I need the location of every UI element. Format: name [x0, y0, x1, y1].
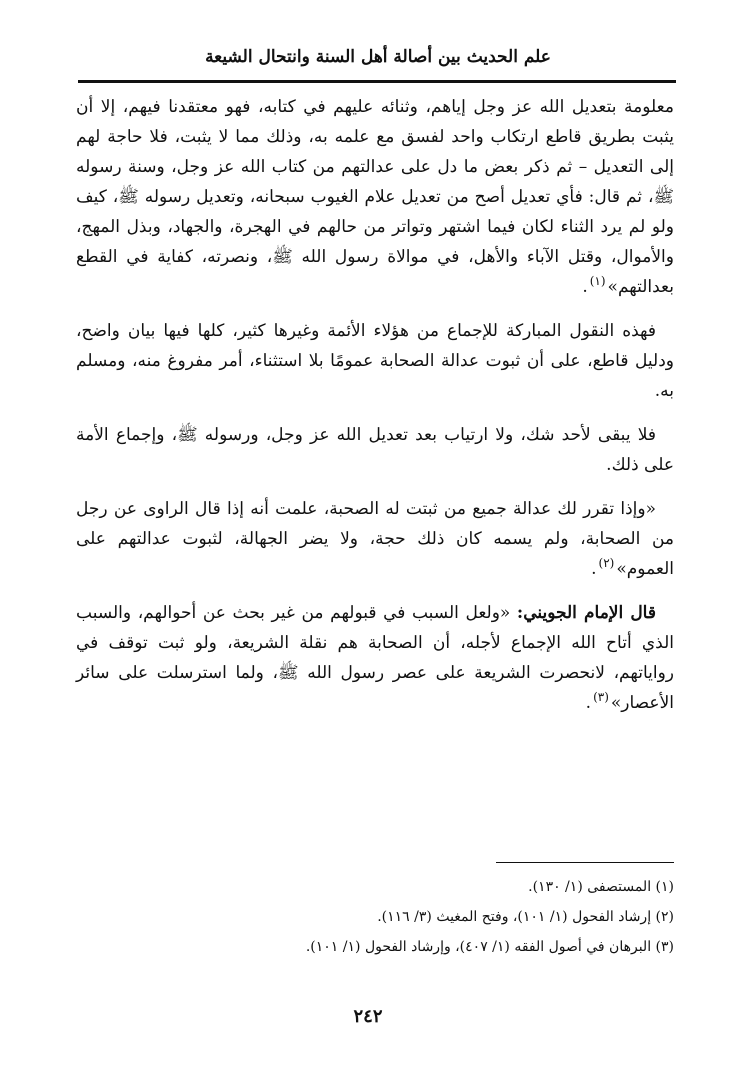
paragraph-4 — [76, 494, 674, 584]
body-text — [76, 92, 674, 732]
footnote-2: (٢) إرشاد الفحول (١/ ١٠١)، وفتح المغيث (٣/ ١١٦). — [377, 909, 674, 925]
paragraph-1-end: . — [582, 277, 588, 297]
paragraph-4-text: «وإذا تقرر لك عدالة جميع من ثبتت له الصحبة، علمت أنه إذا قال الراوى عن رجل من الصحابة، ولم يسمه كان ذلك حجة، ولا يضر الجهالة، لثبوت عدالتهم على العموم» — [76, 499, 674, 579]
running-header: علم الحديث بين أصالة أهل السنة وانتحال الشيعة — [205, 47, 551, 67]
footnote-3: (٣) البرهان في أصول الفقه (١/ ٤٠٧)، وإرشاد الفحول (١/ ١٠١). — [305, 939, 674, 955]
footnote-ref-1: (١) — [589, 274, 606, 289]
paragraph-4-end: . — [591, 559, 597, 579]
paragraph-5 — [76, 598, 674, 718]
footnotes — [76, 872, 674, 962]
paragraph-5-end: . — [585, 693, 592, 713]
footnote-1: (١) المستصفى (١/ ١٣٠). — [528, 879, 674, 895]
header-rule — [78, 80, 676, 83]
paragraph-5-text: «ولعل السبب في قبولهم من غير بحث عن أحوالهم، والسبب الذي أتاح الله الإجماع لأجله، أن الصحابة هم نقلة الشريعة، ولو ثبت توقف في رواياتهم، لانحصرت الشريعة على عصر رسول الله ﷺ، ولما استرسلت على سائر الأعصار» — [76, 603, 674, 713]
footnote-ref-3: (٣) — [593, 690, 609, 705]
speaker-name: قال الإمام الجويني: — [516, 603, 656, 623]
footnote-separator — [496, 862, 674, 863]
paragraph-2 — [76, 316, 674, 406]
paragraph-3 — [76, 420, 674, 480]
paragraph-1 — [76, 92, 674, 302]
paragraph-3-text: فلا يبقى لأحد شك، ولا ارتياب بعد تعديل الله عز وجل، ورسوله ﷺ، وإجماع الأمة على ذلك. — [76, 425, 674, 475]
page-number: ٢٤٢ — [353, 1006, 383, 1027]
paragraph-2-text: فهذه النقول المباركة للإجماع من هؤلاء الأئمة وغيرها كثير، كلها فيها بيان واضح، ودليل قاطع، على أن ثبوت عدالة الصحابة عمومًا بلا استثناء، أمر مفروغ منه، ومسلم به. — [76, 321, 674, 401]
footnote-ref-2: (٢) — [598, 556, 615, 571]
paragraph-1-text: معلومة بتعديل الله عز وجل إياهم، وثنائه عليهم في كتابه، فهو معتقدنا فيهم، إلا أن يثبت بطريق قاطع ارتكاب واحد لفسق مع علمه به، وذلك مما لا يثبت، فلا حاجة لهم إلى التعديل – ثم ذكر بعض ما دل على عدالتهم من كتاب الله عز وجل، وسنة رسوله ﷺ، ثم قال: فأي تعديل أصح من تعديل علام الغيوب سبحانه، وتعديل رسوله ﷺ، كيف ولو لم يرد الثناء لكان فيما اشتهر وتواتر من حالهم في الهجرة، والجهاد، وبذل المهج، والأموال، وقتل الآباء والأهل، في موالاة رسول الله ﷺ، ونصرته، كفاية في القطع بعدالتهم» — [76, 97, 674, 297]
